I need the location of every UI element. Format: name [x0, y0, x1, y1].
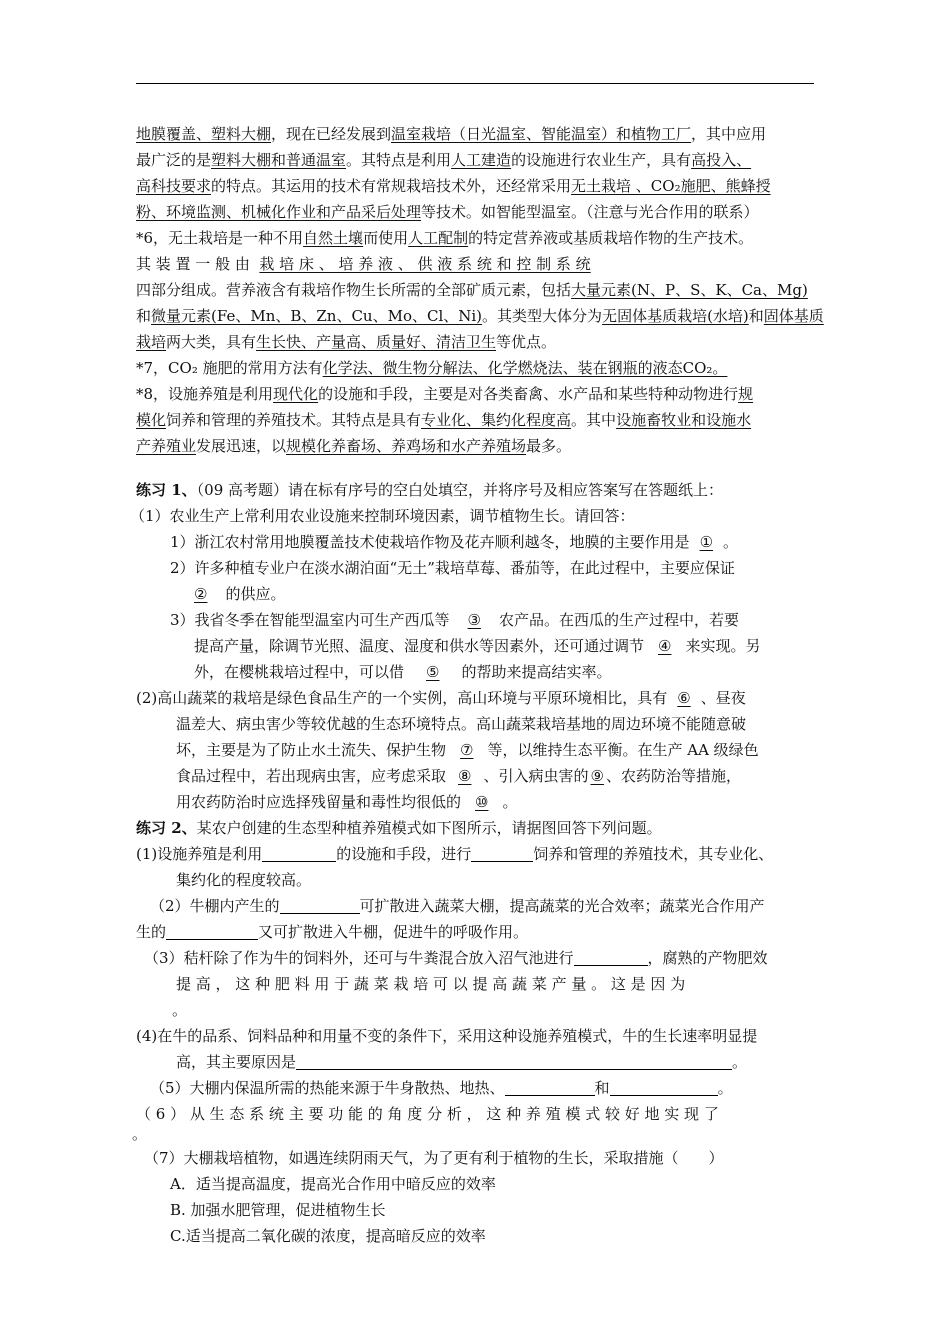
text: 两大类，具有: [166, 333, 257, 351]
option-b-text: B. 加强水肥管理，促进植物生长: [170, 1201, 386, 1219]
note-line-1: [136, 122, 814, 147]
answer-underline: 专业化、集约化程度高: [421, 411, 572, 429]
text: *8，设施养殖是利用: [136, 385, 274, 403]
text: 可扩散进入蔬菜大棚，提高蔬菜的光合效率；蔬菜光合作用产: [359, 897, 765, 915]
text: 饲养和管理的养殖技术。其特点是具有: [166, 411, 422, 429]
answer-underline: 人工配制: [408, 229, 469, 247]
answer-underline: 自然土壤: [303, 229, 364, 247]
option-a-text: A．适当提高温度，提高光合作用中暗反应的效率: [170, 1175, 496, 1193]
text: 的设施和手段，主要是对各类畜禽、水产品和某些特种动物进行: [318, 385, 739, 403]
note-line-10: [136, 356, 814, 381]
text: 的特定营养液或基质栽培作物的生产技术。: [468, 229, 754, 247]
text: 最多。: [526, 437, 572, 455]
text: ，腐熟的产物肥效: [647, 949, 768, 967]
text: (4)在牛的品系、饲料品种和用量不变的条件下，采用这种设施养殖模式，牛的生长速率明显提: [136, 1027, 758, 1045]
option-c-text: C.适当提高二氧化碳的浓度，提高暗反应的效率: [170, 1227, 486, 1245]
blank-8[interactable]: ⑧: [458, 767, 472, 785]
option-a[interactable]: [170, 1172, 848, 1197]
answer-underline: 栽培: [136, 333, 167, 351]
blank-7[interactable]: ⑦: [460, 741, 474, 759]
text: 的设施进行农业生产，具有: [511, 151, 692, 169]
answer-blank[interactable]: [262, 844, 336, 862]
header-rule: [136, 83, 814, 84]
ex2-q4b: [176, 1050, 854, 1075]
blank-3[interactable]: ③: [467, 611, 481, 629]
answer-underline: 产养殖业: [136, 437, 197, 455]
ex2-q3d: [172, 998, 850, 1023]
answer-underline: 生长快、产量高、质量好、清洁卫生: [256, 333, 497, 351]
text: 最广泛的是: [136, 151, 212, 169]
text: 外，在樱桃栽培过程中，可以借: [194, 663, 405, 681]
answer-blank[interactable]: [166, 922, 258, 940]
answer-underline: 粉、环境监测、机械化作业和产品采后处理: [136, 203, 422, 221]
text: 。: [172, 1001, 188, 1019]
text: 用农药防治时应选择残留量和毒性均很低的: [176, 793, 462, 811]
text: 高，其主要原因是: [176, 1053, 297, 1071]
text: 四部分组成。营养液含有栽培作物生长所需的全部矿质元素，包括: [136, 281, 572, 299]
text: （09 高考题）请在标有序号的空白处填空，并将序号及相应答案写在答题纸上：: [196, 481, 724, 499]
text: 等优点。: [496, 333, 557, 351]
blank-9[interactable]: ⑨: [590, 767, 604, 785]
text: 某农户创建的生态型种植养殖模式如下图所示，请据图回答下列问题。: [196, 819, 662, 837]
ex2-q6b: [132, 1122, 810, 1147]
exercise-2-heading: [136, 816, 814, 841]
text: 提 高 ， 这 种 肥 料 用 于 蔬 菜 栽 培 可 以 提 高 蔬 菜 产 量 。 这 是 因 为: [176, 975, 686, 993]
text: 。: [732, 1053, 748, 1071]
ex1-q2: [136, 686, 814, 711]
ex1-q2c: [176, 712, 854, 737]
answer-underline: 塑料大棚和普通温室: [211, 151, 347, 169]
text: *7，CO₂ 施肥的常用方法有: [136, 359, 323, 377]
text: （2）牛棚内产生的: [150, 897, 280, 915]
text: （5）大棚内保温所需的热能来源于牛身散热、地热、: [150, 1079, 505, 1097]
note-line-3: [136, 174, 814, 199]
text: 坏，主要是为了防止水土流失、保护生物: [176, 741, 447, 759]
answer-blank[interactable]: [505, 1078, 595, 1096]
answer-blank[interactable]: [574, 948, 648, 966]
text: ，其中应用: [691, 125, 767, 143]
text: 的帮助来提高结实率。: [461, 663, 612, 681]
text: 集约化的程度较高。: [176, 871, 312, 889]
answer-underline: 化学法、微生物分解法、化学燃烧法、装在钢瓶的液态CO₂。: [322, 359, 728, 377]
note-line-9: [136, 330, 814, 355]
answer-underline: 模化: [136, 411, 167, 429]
text: 3）我省冬季在智能型温室内可生产西瓜等: [170, 611, 450, 629]
answer-underline: 高科技要求: [136, 177, 212, 195]
text: 农产品。在西瓜的生产过程中，若要: [499, 611, 740, 629]
answer-underline: 高投入、: [691, 151, 752, 169]
exercise-title: 练习 1、: [136, 481, 197, 499]
text: 等，以维持生态平衡。在生产 AA 级绿色: [487, 741, 759, 759]
answer-underline: 固体基质: [763, 307, 824, 325]
ex1-q1: [130, 504, 808, 529]
exercise-title: 练习 2、: [136, 819, 197, 837]
answer-underline: 规模化养畜场、养鸡场和水产养殖场: [286, 437, 527, 455]
text: 的特点。其运用的技术有常规栽培技术外，还经常采用: [211, 177, 572, 195]
ex1-q1-3c: [194, 634, 872, 659]
answer-underline: 微量元素(Fe、Mn、B、Zn、Cu、Mo、Cl、Ni): [151, 307, 483, 325]
text: 和: [136, 307, 152, 325]
ex2-q3: [144, 946, 822, 971]
ex1-q1-3e: [194, 660, 872, 685]
text: 1）浙江农村常用地膜覆盖技术使栽培作物及花卉顺利越冬，地膜的主要作用是: [170, 533, 690, 551]
text: 食品过程中，若出现病虫害，应考虑采取: [176, 767, 447, 785]
ex1-q2i: [176, 790, 854, 815]
ex2-q3c: [176, 972, 814, 997]
text: 等技术。如智能型温室。（注意与光合作用的联系）: [421, 203, 759, 221]
answer-blank[interactable]: [296, 1052, 732, 1070]
ex2-q2: [150, 894, 828, 919]
ex2-q7: [144, 1146, 822, 1171]
answer-underline: 人工建造: [451, 151, 512, 169]
text: 的供应。: [225, 585, 286, 603]
text: (1)设施养殖是利用: [136, 845, 263, 863]
note-line-4: [136, 200, 814, 225]
text: 而使用: [363, 229, 409, 247]
text: 和: [748, 307, 764, 325]
answer-blank[interactable]: [610, 1078, 718, 1096]
text: （ 6 ） 从 生 态 系 统 主 要 功 能 的 角 度 分 析 ， 这 种 养 殖 模 式 较 好 地 实 现 了: [136, 1105, 719, 1123]
note-line-2: [136, 148, 814, 173]
option-b[interactable]: [170, 1198, 848, 1223]
blank-4[interactable]: ④: [658, 637, 672, 655]
answer-blank[interactable]: [280, 896, 360, 914]
note-line-11: [136, 382, 814, 407]
text: 的设施和手段，进行: [336, 845, 472, 863]
text: 饲养和管理的养殖技术，其专业化、: [533, 845, 774, 863]
text: 发展迅速，以: [196, 437, 287, 455]
text: 来实现。另: [685, 637, 761, 655]
note-line-6: [136, 252, 814, 277]
ex1-q1-2b: [194, 582, 872, 607]
text: 、农药防治等措施，: [605, 767, 741, 785]
note-line-12: [136, 408, 814, 433]
ex1-q1-1: 1）浙江农村常用地膜覆盖技术使栽培作物及花卉顺利越冬，地膜的主要作用是 ① 。: [170, 533, 739, 551]
ex2-q1d: [176, 868, 854, 893]
answer-underline: 规: [738, 385, 754, 403]
answer-underline: 栽 培 床 、 培 养 液 、 供 液 系 统 和 控 制 系 统: [259, 255, 591, 273]
text: 其 装 置 一 般 由: [136, 255, 250, 273]
text: 提高产量，除调节光照、温度、湿度和供水等因素外，还可通过调节: [194, 637, 645, 655]
text: 。其特点是利用: [346, 151, 452, 169]
text: （3）秸杆除了作为牛的饲料外，还可与牛粪混合放入沼气池进行: [144, 949, 574, 967]
note-line-5: [136, 226, 814, 251]
text: （1）农业生产上常利用农业设施来控制环境因素，调节植物生长。请回答：: [130, 507, 635, 525]
ex1-q1-3: [170, 608, 848, 633]
answer-underline: 地膜覆盖、塑料大棚: [136, 125, 272, 143]
text: *6，无土栽培是一种不用: [136, 229, 304, 247]
answer-blank[interactable]: [471, 844, 533, 862]
text: 、昼夜: [700, 689, 746, 707]
blank-10[interactable]: ⑩: [475, 793, 489, 811]
answer-underline: 设施畜牧业和设施水: [616, 411, 752, 429]
blank-5[interactable]: ⑤: [426, 663, 440, 681]
note-line-8: [136, 304, 824, 329]
answer-underline: 无土栽培 、CO₂施肥、熊蜂授: [571, 177, 771, 195]
text: 又可扩散进入牛棚，促进牛的呼吸作用。: [258, 923, 529, 941]
text: （7）大棚栽培植物，如遇连续阴雨天气，为了更有利于植物的生长，采取措施（ ）: [144, 1149, 724, 1167]
note-line-13: [136, 434, 814, 459]
text: 。: [132, 1125, 148, 1143]
ex1-q2d: [176, 738, 854, 763]
ex1-q2f: [176, 764, 854, 789]
text: 。其中: [571, 411, 617, 429]
text: 。其类型大体分为: [482, 307, 603, 325]
blank-2[interactable]: ②: [194, 585, 208, 603]
text: 。: [502, 793, 518, 811]
blank-1[interactable]: ①: [699, 533, 714, 551]
text: (2)高山蔬菜的栽培是绿色食品生产的一个实例，高山环境与平原环境相比，具有: [136, 689, 668, 707]
text: 、引入病虫害的: [483, 767, 589, 785]
text: 温差大、病虫害少等较优越的生态环境特点。高山蔬菜栽培基地的周边环境不能随意破: [176, 715, 747, 733]
blank-6[interactable]: ⑥: [677, 689, 691, 707]
text: 和: [594, 1079, 610, 1097]
exercise-1-heading: [136, 478, 814, 503]
option-c[interactable]: [170, 1224, 848, 1249]
answer-underline: 现代化: [273, 385, 319, 403]
ex1-q1-2: [170, 556, 848, 581]
answer-underline: 温室栽培（日光温室、智能温室）和植物工厂: [391, 125, 692, 143]
ex2-q1: [136, 842, 814, 867]
ex2-q4: [136, 1024, 814, 1049]
ex2-q2c: [136, 920, 814, 945]
text: 生的: [136, 923, 167, 941]
answer-underline: 大量元素(N、P、S、K、Ca、Mg): [571, 281, 808, 299]
text: 。: [717, 1079, 733, 1097]
answer-underline: 无固体基质栽培(水培): [602, 307, 749, 325]
text: 2）许多种植专业户在淡水湖泊面“无土”栽培草莓、番茄等，在此过程中，主要应保证: [170, 559, 735, 577]
note-line-7: [136, 278, 814, 303]
text: ，现在已经发展到: [271, 125, 392, 143]
ex2-q5: [150, 1076, 828, 1101]
